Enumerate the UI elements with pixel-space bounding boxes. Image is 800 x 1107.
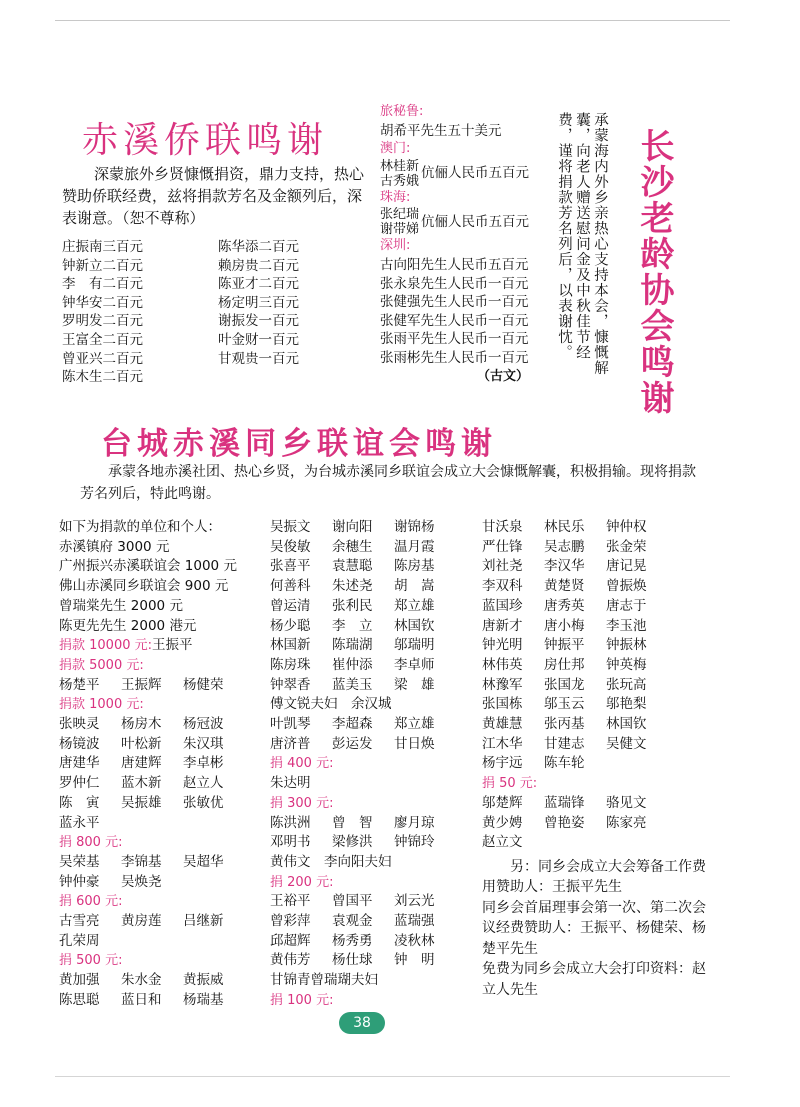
donor-name: 黄楚贤 xyxy=(544,578,585,595)
donor-name: 谢向阳 xyxy=(332,519,373,535)
name-row xyxy=(59,754,245,774)
shenzhen-line: 张永泉先生人民币一百元 xyxy=(380,275,529,292)
donor-name: 唐秀英 xyxy=(544,597,585,614)
donor-name: 陈 寅 xyxy=(59,794,100,811)
top-rule xyxy=(55,20,730,21)
amount-600-header: 捐 600 元: xyxy=(59,894,123,910)
donor-name: 杨秀勇 xyxy=(332,932,373,949)
donor-name: 林国新 xyxy=(270,637,311,654)
name-row xyxy=(59,853,245,873)
name-row xyxy=(270,715,456,735)
donor-name: 李玉池 xyxy=(606,617,647,634)
couple-line: 傅文锐夫妇 余汉城 xyxy=(270,696,392,713)
donor-name: 林伟英 xyxy=(482,656,523,673)
donor-name: 陈思聪 xyxy=(59,991,100,1008)
donor-name: 邬瑞明 xyxy=(394,637,435,654)
donor-name: 杨宇远 xyxy=(482,755,523,772)
name-row xyxy=(59,873,245,893)
donor-name: 李汉华 xyxy=(544,558,585,575)
amount-10000-header: 捐款 10000 元: xyxy=(59,638,152,654)
lead-line: 曾瑞棠先生 2000 元 xyxy=(59,597,183,614)
donor-name: 吴俊敏 xyxy=(270,538,311,555)
taicheng-intro: 承蒙各地赤溪社团、热心乡贤，为台城赤溪同乡联谊会成立大会慷慨解囊，积极捐输。现将捐款芳名列后，特此鸣谢。 xyxy=(80,464,696,502)
lead-line: 如下为捐款的单位和个人： xyxy=(59,519,221,535)
amount-50-header: 捐 50 元: xyxy=(482,776,538,792)
donor-name: 甘沃泉 xyxy=(482,519,523,535)
name-row xyxy=(482,794,717,814)
donor-name: 李超森 xyxy=(332,716,373,733)
donor-name: 吴志鹏 xyxy=(544,538,585,555)
donor-name: 李卓彬 xyxy=(183,755,224,772)
donor-name: 邱超辉 xyxy=(270,932,311,949)
amount-500-header: 捐 500 元: xyxy=(59,953,123,969)
donor-name: 凌秋林 xyxy=(394,932,435,949)
donor-entry: 李 有二百元 xyxy=(62,276,143,293)
donor-name: 赵立人 xyxy=(183,775,224,792)
amount-800-header: 捐 800 元: xyxy=(59,835,123,851)
donor-name: 张国龙 xyxy=(544,676,585,693)
donor-name: 邬玉云 xyxy=(544,696,585,713)
donor-name: 谢锦杨 xyxy=(394,519,435,535)
donor-name: 蓝瑞强 xyxy=(394,913,435,930)
donor-name: 杨少聪 xyxy=(270,617,311,634)
donor-name: 钟锦玲 xyxy=(394,834,435,851)
name-row xyxy=(482,538,717,558)
amount-1000-header: 捐款 1000 元: xyxy=(59,697,144,713)
zhuhai-name-1: 张纪瑞 xyxy=(380,207,420,223)
name-row xyxy=(270,951,456,971)
donor-name: 钟 明 xyxy=(394,952,435,969)
donor-entry: 钟华安二百元 xyxy=(62,294,143,311)
donor-entry: 陈木生二百元 xyxy=(62,369,143,386)
donor-name: 陈车轮 xyxy=(544,755,585,772)
donor-name: 袁观金 xyxy=(332,913,373,930)
donor-name: 唐记晃 xyxy=(606,558,647,575)
donor-name: 黄雄慧 xyxy=(482,716,523,733)
name-row xyxy=(59,774,245,794)
donor-name: 梁修洪 xyxy=(332,834,373,851)
donor-entry: 杨定明三百元 xyxy=(218,294,299,311)
donor-name: 张丙基 xyxy=(544,716,585,733)
shenzhen-line: 张健强先生人民币一百元 xyxy=(380,294,529,311)
name-row xyxy=(270,597,456,617)
donor-name: 孔荣周 xyxy=(59,932,100,949)
donor-name: 唐小梅 xyxy=(544,617,585,634)
lead-line: 赤溪镇府 3000 元 xyxy=(59,538,170,555)
name-row xyxy=(270,912,456,932)
donor-name: 邬楚辉 xyxy=(482,794,523,811)
donor-column-1 xyxy=(59,518,245,1011)
donor-name: 李 立 xyxy=(332,617,373,634)
donor-name: 江木华 xyxy=(482,735,523,752)
donor-name: 朱水金 xyxy=(121,972,162,989)
donor-name: 罗仲仁 xyxy=(59,775,100,792)
shenzhen-header: 深圳: xyxy=(380,238,411,254)
donor-name: 唐建华 xyxy=(59,755,100,772)
donor-name: 李卓师 xyxy=(394,656,435,673)
donor-name: 曾彩萍 xyxy=(270,913,311,930)
donor-column-3 xyxy=(482,518,717,1000)
amount-400-header: 捐 400 元: xyxy=(270,756,334,772)
chixi-title: 赤溪侨联鸣谢 xyxy=(82,120,329,161)
couple-line: 甘锦青曾瑞瑚夫妇 xyxy=(270,972,378,989)
name-row xyxy=(59,814,245,834)
name-row xyxy=(270,892,456,912)
macau-name-2: 古秀娥 xyxy=(380,173,420,189)
donor-entry: 叶金财一百元 xyxy=(218,331,299,348)
note-3: 免费为同乡会成立大会打印资料：赵立人先生 xyxy=(482,961,706,998)
donor-name: 梁 雄 xyxy=(394,676,435,693)
donor-name: 曾振焕 xyxy=(606,578,647,595)
donor-name: 黄振威 xyxy=(183,972,224,989)
name-row xyxy=(270,518,456,538)
name-row xyxy=(482,735,717,755)
donor-name: 严仕锋 xyxy=(482,538,523,555)
page-number: 38 xyxy=(339,1012,385,1034)
donor-name: 古雪亮 xyxy=(59,913,100,930)
donor-name: 张敏优 xyxy=(183,794,224,811)
donor-name: 张利民 xyxy=(332,597,373,614)
name-row xyxy=(482,833,717,853)
donor-name: 杨仕球 xyxy=(332,952,373,969)
donor-name: 甘建志 xyxy=(544,735,585,752)
name-row xyxy=(270,557,456,577)
donor-name: 蓝国珍 xyxy=(482,597,523,614)
donor-entry: 曾亚兴二百元 xyxy=(62,350,143,367)
donor-entry: 庄振南三百元 xyxy=(62,239,143,255)
peru-line: 胡希平先生五十美元 xyxy=(380,122,502,139)
note-2: 同乡会首届理事会第一次、第二次会议经费赞助人：王振平、杨健荣、杨楚平先生 xyxy=(482,899,706,957)
name-row xyxy=(482,715,717,735)
donor-name: 朱汉琪 xyxy=(183,735,224,752)
donor-name: 叶松新 xyxy=(121,735,162,752)
donor-entry: 钟新立二百元 xyxy=(62,257,143,274)
donor-name: 朱述尧 xyxy=(332,578,373,595)
name-row xyxy=(482,518,717,538)
donor-name: 吴振雄 xyxy=(121,794,162,811)
name-row xyxy=(482,676,717,696)
name-row xyxy=(270,735,456,755)
donor-name: 张映灵 xyxy=(59,716,100,733)
name-row xyxy=(482,597,717,617)
lead-line: 广州振兴赤溪联谊会 1000 元 xyxy=(59,558,237,575)
donor-name: 彭运发 xyxy=(332,735,373,752)
donor-name: 唐济普 xyxy=(270,735,311,752)
donor-name: 陈房珠 xyxy=(270,656,311,673)
chixi-donors-col1 xyxy=(62,238,143,387)
chixi-intro: 深蒙旅外乡贤慷慨捐资，鼎力支持，热心赞助侨联经费，兹将捐款芳名及金额列后，深表谢意。（恕不尊称） xyxy=(62,165,365,227)
name-row xyxy=(59,794,245,814)
macau-pair xyxy=(380,159,529,189)
donor-name: 李锦基 xyxy=(121,853,162,870)
name-row xyxy=(270,814,456,834)
donor-name: 崔仲添 xyxy=(332,656,373,673)
donor-name: 陈洪洲 xyxy=(270,814,311,831)
donor-entry: 罗明发二百元 xyxy=(62,313,143,330)
name-row xyxy=(270,617,456,637)
peru-header: 旅秘鲁: xyxy=(380,104,424,119)
donor-name: 吴健文 xyxy=(606,735,647,752)
donor-name: 余穗生 xyxy=(332,538,373,555)
taicheng-title: 台城赤溪同乡联谊会鸣谢 xyxy=(101,426,497,462)
amount-100-header: 捐 100 元: xyxy=(270,992,334,1008)
name-row xyxy=(482,636,717,656)
name-row xyxy=(270,656,456,676)
donor-name: 吴振文 xyxy=(270,519,311,535)
shenzhen-line: 张雨平先生人民币一百元 xyxy=(380,331,529,348)
name-row xyxy=(59,715,245,735)
donor-name: 王裕平 xyxy=(270,893,311,910)
donor-name: 黄少娉 xyxy=(482,814,523,831)
donor-name: 邓明书 xyxy=(270,834,311,851)
donor-name: 张玩高 xyxy=(606,676,647,693)
name-row xyxy=(270,676,456,696)
donor-name: 黄伟芳 xyxy=(270,952,311,969)
name-row xyxy=(270,577,456,597)
donor-name: 朱达明 xyxy=(270,775,311,792)
donor-name: 温月霞 xyxy=(394,538,435,555)
macau-header: 澳门: xyxy=(380,141,411,157)
donor-name: 曾 智 xyxy=(332,814,373,831)
name-row xyxy=(482,617,717,637)
donor-name: 钟光明 xyxy=(482,637,523,654)
donor-name: 林豫军 xyxy=(482,676,523,693)
donor-name: 袁慧聪 xyxy=(332,558,373,575)
donor-name: 吕继新 xyxy=(183,913,224,930)
donor-name: 陈房基 xyxy=(394,558,435,575)
zhuhai-name-2: 谢带娣 xyxy=(380,222,420,238)
name-row xyxy=(482,695,717,715)
lead-line: 陈更先先生 2000 港元 xyxy=(59,617,197,634)
donor-name: 骆见文 xyxy=(606,794,647,811)
donor-name: 钟仲权 xyxy=(606,519,647,535)
donor-name: 刘云光 xyxy=(394,893,435,910)
donor-name: 杨镜波 xyxy=(59,735,100,752)
donor-name: 唐建辉 xyxy=(121,755,162,772)
name-row xyxy=(59,676,245,696)
shenzhen-line: 古向阳先生人民币五百元 xyxy=(380,256,529,273)
donor-name: 郑立雄 xyxy=(394,597,435,614)
donor-name: 廖月琼 xyxy=(394,814,435,831)
donor-name: 钟英梅 xyxy=(606,656,647,673)
donor-name: 陈家亮 xyxy=(606,814,647,831)
donor-name: 甘日焕 xyxy=(394,735,435,752)
donor-entry: 陈华添二百元 xyxy=(218,239,299,255)
donor-name: 陈瑞湖 xyxy=(332,637,373,654)
donor-name: 杨房木 xyxy=(121,716,162,733)
donor-entry: 陈亚才二百元 xyxy=(218,276,299,293)
donor-name: 张喜平 xyxy=(270,558,311,575)
name-row xyxy=(482,754,717,774)
note-1: 另：同乡会成立大会筹备工作费用赞助人：王振平先生 xyxy=(482,858,706,896)
donor-name: 曾运清 xyxy=(270,597,311,614)
donor-name: 郑立雄 xyxy=(394,716,435,733)
donor-name: 赵立文 xyxy=(482,834,523,851)
donor-entry: 甘观贵一百元 xyxy=(218,350,299,367)
lead-line: 佛山赤溪同乡联谊会 900 元 xyxy=(59,578,229,595)
donor-name: 房仕邦 xyxy=(544,656,585,673)
donor-name: 蓝木新 xyxy=(121,775,162,792)
name-row xyxy=(270,636,456,656)
donor-column-2 xyxy=(270,518,456,1011)
donor-name: 黄加强 xyxy=(59,972,100,989)
donor-name: 李双科 xyxy=(482,578,523,595)
donor-name: 张国栋 xyxy=(482,696,523,713)
name-row xyxy=(59,735,245,755)
donor-entry: 谢振发一百元 xyxy=(218,313,299,330)
donor-name: 黄房莲 xyxy=(121,913,162,930)
overseas-donations xyxy=(380,103,529,386)
name-row xyxy=(59,991,245,1011)
donor-name: 曾艳姿 xyxy=(544,814,585,831)
amount-5000-header: 捐款 5000 元: xyxy=(59,657,144,673)
donor-name: 吴超华 xyxy=(183,853,224,870)
donor-name: 王振平 xyxy=(152,637,193,654)
donor-name: 钟振平 xyxy=(544,637,585,654)
name-row xyxy=(482,557,717,577)
couple-line: 黄伟文 李向阳夫妇 xyxy=(270,853,392,870)
donation-10000-row xyxy=(59,636,245,656)
donor-name: 王振辉 xyxy=(121,676,162,693)
macau-name-1: 林桂新 xyxy=(380,158,420,174)
donor-name: 钟仲豪 xyxy=(59,873,100,890)
name-row xyxy=(482,577,717,597)
donor-name: 蓝瑞锋 xyxy=(544,794,585,811)
donor-name: 林国钦 xyxy=(394,617,435,634)
donor-name: 杨楚平 xyxy=(59,676,100,693)
donor-name: 钟翠香 xyxy=(270,676,311,693)
name-row xyxy=(482,656,717,676)
zhuhai-header: 珠海: xyxy=(380,189,411,205)
donor-name: 叶凯琴 xyxy=(270,716,311,733)
name-row xyxy=(482,814,717,834)
donor-name: 吴焕尧 xyxy=(121,873,162,890)
donor-entry: 王富全二百元 xyxy=(62,331,143,348)
donor-name: 杨健荣 xyxy=(183,676,224,693)
donor-name: 曾国平 xyxy=(332,893,373,910)
donor-name: 蓝永平 xyxy=(59,814,100,831)
zhuhai-amount: 伉俪人民币五百元 xyxy=(421,214,530,231)
zhuhai-pair xyxy=(380,207,529,237)
donor-name: 唐新才 xyxy=(482,617,523,634)
donor-name: 林国钦 xyxy=(606,716,647,733)
donor-name: 林民乐 xyxy=(544,519,585,535)
donor-name: 刘社尧 xyxy=(482,558,523,575)
donor-name: 蓝日和 xyxy=(121,991,162,1008)
name-row xyxy=(270,538,456,558)
amount-200-header: 捐 200 元: xyxy=(270,874,334,890)
donor-name: 张金荣 xyxy=(606,538,647,555)
donor-name: 胡 嵩 xyxy=(394,578,435,595)
donor-name: 何善科 xyxy=(270,578,311,595)
donor-name: 杨瑞基 xyxy=(183,991,224,1008)
changsha-title: 长沙老龄协会鸣谢 xyxy=(634,128,674,416)
donor-name: 杨冠波 xyxy=(183,716,224,733)
changsha-body: 承蒙海内外乡亲热心支持本会，慷慨解囊，向老人赠送慰问金及中秋佳节经费，谨将捐款芳名列后，以表谢忱。 xyxy=(556,112,608,376)
shenzhen-lines xyxy=(380,256,529,368)
name-row xyxy=(59,932,245,952)
shenzhen-line: 张雨彬先生人民币一百元 xyxy=(380,349,529,366)
shenzhen-line: 张健军先生人民币一百元 xyxy=(380,312,529,329)
donor-name: 蓝美玉 xyxy=(332,676,373,693)
chixi-donors-col2 xyxy=(218,238,299,368)
name-row xyxy=(270,833,456,853)
name-row xyxy=(59,971,245,991)
signature: （古文） xyxy=(477,368,530,384)
bottom-rule xyxy=(55,1076,730,1077)
name-row xyxy=(59,912,245,932)
donor-name: 邬艳梨 xyxy=(606,696,647,713)
donor-name: 钟振林 xyxy=(606,637,647,654)
donor-name: 唐志于 xyxy=(606,597,647,614)
macau-amount: 伉俪人民币五百元 xyxy=(421,165,530,182)
donor-name: 吴荣基 xyxy=(59,853,100,870)
amount-300-header: 捐 300 元: xyxy=(270,795,334,811)
donor-entry: 赖房贵二百元 xyxy=(218,257,299,274)
name-row xyxy=(270,932,456,952)
